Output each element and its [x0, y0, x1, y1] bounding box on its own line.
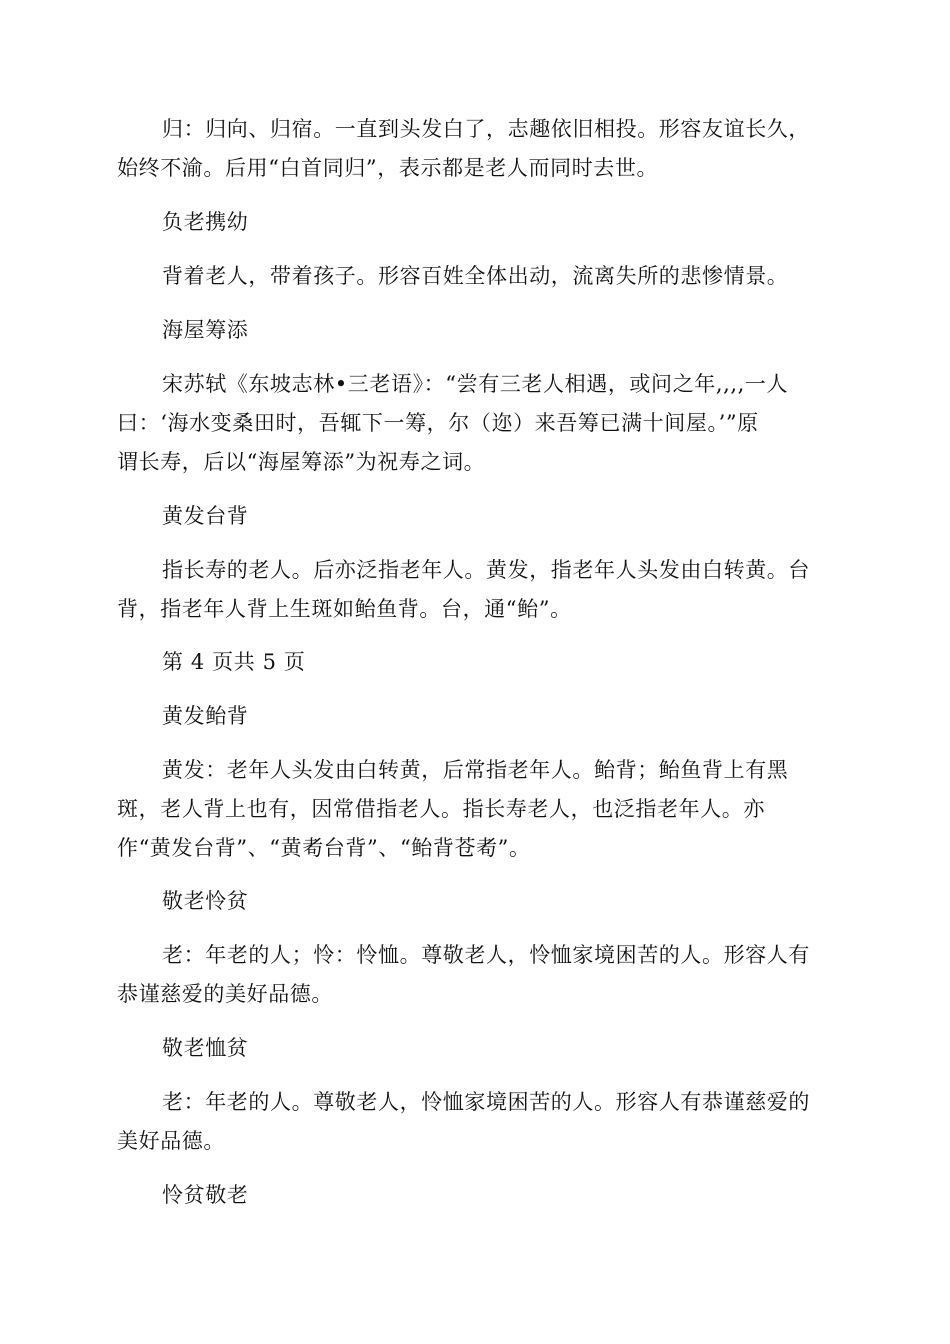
paragraph-text: 黄发：老年人头发由白转黄，后常指老年人。鲐背；鲐鱼背上有黑 — [162, 758, 789, 782]
paragraph-text: 宋苏轼《东坡志林•三老语》：“尝有三老人相遇，或问之年,,,,一人 — [162, 372, 789, 396]
paragraph-text: 始终不渝。后用“白首同归”，表示都是老人而同时去世。 — [117, 156, 659, 180]
entry-heading: 负老携幼 — [162, 210, 249, 234]
paragraph-text: 背着老人，带着孩子。形容百姓全体出动，流离失所的悲惨情景。 — [162, 264, 789, 288]
entry-heading: 黄发鲐背 — [162, 704, 249, 728]
paragraph-text: 归：归向、归宿。一直到头发白了，志趣依旧相投。形容友谊长久， — [162, 117, 810, 141]
page-number: 第 4 页共 5 页 — [162, 650, 306, 674]
entry-heading: 怜贫敬老 — [162, 1183, 249, 1207]
paragraph-text: 老：年老的人；怜：怜恤。尊敬老人，怜恤家境困苦的人。形容人有 — [162, 943, 810, 967]
paragraph-text: 作“黄发台背”、“黄耇台背”、“鲐背苍耇”。 — [117, 836, 531, 860]
paragraph-text: 背，指老年人背上生斑如鲐鱼背。台，通“鲐”。 — [117, 597, 572, 621]
paragraph-text: 斑，老人背上也有，因常借指老人。指长寿老人，也泛指老年人。亦 — [117, 797, 765, 821]
entry-heading: 敬老怜贫 — [162, 889, 249, 913]
entry-heading: 海屋筹添 — [162, 318, 249, 342]
paragraph-text: 曰：‘海水变桑田时，吾辄下一筹，尔（迩）来吾筹已满十间屋。’”原 — [117, 411, 759, 435]
paragraph-text: 谓长寿，后以“海屋筹添”为祝寿之词。 — [117, 450, 486, 474]
paragraph-text: 老：年老的人。尊敬老人，怜恤家境困苦的人。形容人有恭谨慈爱的 — [162, 1090, 810, 1114]
paragraph-text: 指长寿的老人。后亦泛指老年人。黄发，指老年人头发由白转黄。台 — [162, 558, 810, 582]
entry-heading: 黄发台背 — [162, 504, 249, 528]
paragraph-text: 恭谨慈爱的美好品德。 — [117, 982, 333, 1006]
entry-heading: 敬老恤贫 — [162, 1036, 249, 1060]
paragraph-text: 美好品德。 — [117, 1129, 225, 1153]
